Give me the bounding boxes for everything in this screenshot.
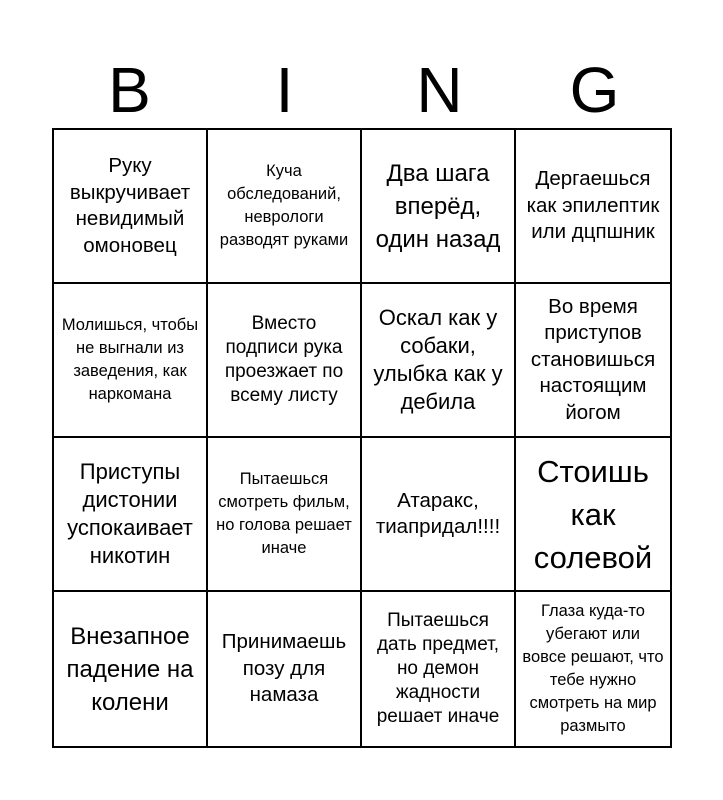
bingo-cell-text: Дергаешься как эпилептик или дцпшник — [526, 167, 660, 244]
bingo-header — [52, 52, 672, 128]
bingo-cell-text: Молишься, чтобы не выгнали из заведения, как наркомана — [61, 316, 199, 403]
bingo-cell-9[interactable] — [54, 438, 208, 592]
bingo-cell-text: Два шага вперёд, один назад — [375, 159, 501, 253]
header-letter-i: I — [275, 54, 294, 126]
bingo-cell-text: Атаракс, тиапридал!!!! — [375, 488, 501, 538]
bingo-cell-text: Руку выкручивает невидимый омоновец — [69, 154, 191, 257]
header-letter-g: G — [569, 54, 620, 126]
bingo-cell-text: Принимаешь позу для намаза — [221, 630, 347, 707]
bingo-cell-4[interactable] — [516, 130, 670, 284]
bingo-cell-8[interactable] — [516, 284, 670, 438]
bingo-board — [52, 128, 672, 748]
bingo-cell-text: Глаза куда-то убегают или вовсе решают, что тебе нужно смотреть на мир размыто — [522, 602, 664, 735]
bingo-cell-3[interactable] — [362, 130, 516, 284]
bingo-cell-12[interactable] — [516, 438, 670, 592]
bingo-cell-5[interactable] — [54, 284, 208, 438]
header-letter-b: B — [108, 54, 151, 126]
bingo-cell-text: Стоишь как солевой — [533, 453, 653, 575]
bingo-cell-13[interactable] — [54, 592, 208, 746]
bingo-cell-7[interactable] — [362, 284, 516, 438]
bingo-cell-11[interactable] — [362, 438, 516, 592]
bingo-cell-6[interactable] — [208, 284, 362, 438]
bingo-cell-text: Внезапное падение на колени — [66, 622, 194, 716]
bingo-cell-text: Пытаешься смотреть фильм, но голова решает иначе — [216, 470, 352, 557]
bingo-cell-text: Во время приступов становишься настоящим йогом — [530, 294, 656, 424]
header-letter-n: N — [416, 54, 463, 126]
bingo-cell-16[interactable] — [516, 592, 670, 746]
bingo-cell-text: Куча обследований, неврологи разводят руками — [219, 162, 349, 249]
bingo-cell-1[interactable] — [54, 130, 208, 284]
bingo-cell-text: Приступы дистонии успокаивает никотин — [67, 459, 193, 568]
bingo-cell-10[interactable] — [208, 438, 362, 592]
bingo-cell-text: Оскал как у собаки, улыбка как у дебила — [373, 305, 503, 414]
bingo-cell-text: Вместо подписи рука проезжает по всему листу — [224, 313, 344, 406]
bingo-cell-14[interactable] — [208, 592, 362, 746]
bingo-cell-text: Пытаешься дать предмет, но демон жадности решает иначе — [376, 610, 500, 727]
bingo-cell-2[interactable] — [208, 130, 362, 284]
bingo-cell-15[interactable] — [362, 592, 516, 746]
